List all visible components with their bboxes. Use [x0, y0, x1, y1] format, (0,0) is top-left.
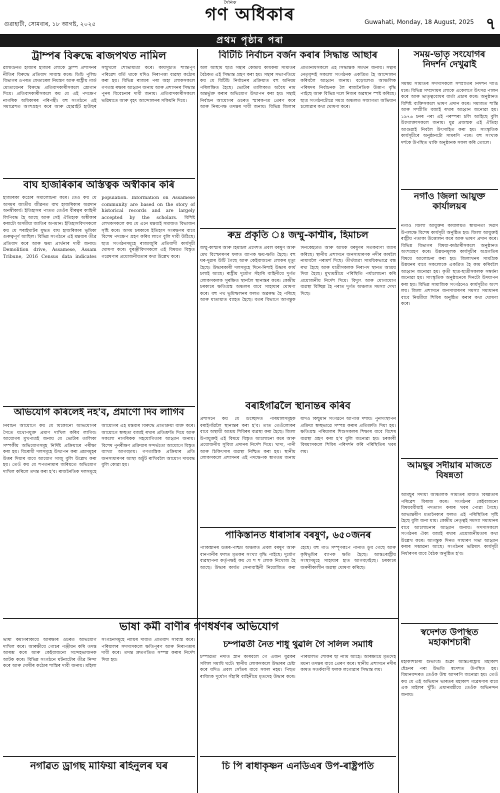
headline-nagaon: নগাঁও জিলা আয়ুক্ত কাৰ্যালয়ৰ — [413, 192, 486, 213]
headline-borhai: বৰাইগাঁৱলৈ স্থানান্তৰ কৰিব — [245, 401, 351, 412]
article-kostho: জম্মু-কাশ্মীৰ আৰু হিমাচল প্ৰদেশত প্ৰবল বৰষুণ আৰু মেঘ বিস্ফোৰণৰ ফলত ব্যাপক ক্ষয়-ক্ষতি হৈছে। বহু ঘৰ-দুৱাৰ উটি গৈছে আৰু কেইবাজনো লোকৰ মৃত্যু হৈছে। উদ্ধাৰকাৰী দলসমূহে দিনে-নিশাই উদ্ধাৰ কাৰ্য চলাই আছে। ৰাষ্ট্ৰীয় দুৰ্যোগ সঁহাৰি বাহিনীয়ে দুৰ্গত লোকসকলক সুৰক্ষিত স্থানলৈ স্থানান্তৰ কৰে। কেন্দ্ৰীয় চৰকাৰে ক্ষতিগ্ৰস্ত অঞ্চলৰ বাবে সাহায্যৰ ঘোষণা কৰে। বহু পথ ভূমিস্খলনৰ ফলত অৱৰুদ্ধ হৈ পৰিছে আৰু যাতায়াত ব্যাহত হৈছে। বতৰ বিভাগে আগন্তুক দিনকেইটাত আৰু অধিক বৰষুণৰ সতৰ্কবাণী জাৰি কৰিছে। স্থানীয় প্ৰশাসনে জনসাধাৰণক নদীৰ কাষলৈ নাযাবলৈ পৰামৰ্শ দিছে। তীৰ্থযাত্ৰা সাময়িকভাৱে বন্ধ ৰখা হৈছে আৰু যাত্ৰীসকলক নিৰাপদ স্থানত আশ্ৰয় দিয়া হৈছে। মুখ্যমন্ত্ৰীয়ে পৰিস্থিতি পৰ্যালোচনা কৰি প্ৰয়োজনীয় নিৰ্দেশ দিয়ে। বিদ্যুৎ আৰু যোগাযোগ ব্যৱস্থা বিচ্ছিন্ন হৈ পৰাত দুৰ্গত অঞ্চলত সমস্যা দেখা দিছে। — [200, 246, 396, 304]
article-tiger: হাজৰিকা কঠোৰ সমালোচনা কৰে। তেওঁ কয় যে অসমৰ জাতীয় জীৱনত বাঘ হাজৰিকাৰ অৱদান অনস্বীকাৰ্য। ইতিহাসৰ পাতত তেওঁৰ বীৰত্বৰ কাহিনী লিপিবদ্ধ হৈ আছে আৰু সেই ঐতিহ্যক অস্বীকাৰ কৰাটো অসমীয়া জাতিৰ অপমান। ইতিহাসবিদসকলে কয় যে শৰাইঘাটৰ যুদ্ধত বাঘ হাজৰিকাৰ ভূমিকা গুৰুত্বপূৰ্ণ আছিল। বিভিন্ন সংগঠনে এই মন্তব্যৰ তীব্ৰ প্ৰতিবাদ কৰে আৰু ক্ষমা প্ৰাৰ্থনাৰ দাবী জনায়। Demolition drive, Assamese, Assam Tribune, 2016 Census data indicates population. Information on Assamese community are based on the story of historical records and are largely accepted by the scholars. বিশিষ্ট লেখকসকলে কয় যে এনে মন্তব্যই সমাজত বিভাজন সৃষ্টি কৰে। অসম চৰকাৰে ইতিহাস সংৰক্ষণৰ বাবে বিশেষ পদক্ষেপ গ্ৰহণ কৰিব লাগে বুলি দাবী উঠিছে। ছাত্ৰ সংগঠনসমূহে ৰাজ্যজুৰি প্ৰতিবাদী কাৰ্যসূচী ঘোষণা কৰে। বুৰঞ্জীবিদসকলে এই বিষয়ত বিস্তৃত গৱেষণাৰ প্ৰয়োজনীয়তাৰ কথা উল্লেখ কৰে। — [3, 196, 195, 260]
section-banner: প্ৰথম পৃষ্ঠাৰ পৰা — [0, 35, 500, 47]
masthead-kicker: দৈনিক — [223, 0, 237, 6]
article-swadesh: মহাকাশচাৰী শুভাংশু শুক্লা আন্তঃৰাষ্ট্ৰীয় মহাকাশ ষ্টেচনৰ পৰা উভতি স্বদেশত উপস্থিত হয়। বিমানবন্দৰত তেওঁক উষ্ম আদৰণি জনোৱা হয়। তেওঁ কয় যে এই অভিযান ভাৰতৰ মহাকাশ গৱেষণাৰ বাবে এক মাইলৰ খুঁটি। প্ৰধানমন্ত্ৰীয়ে তেওঁক অভিনন্দন জনায়। — [401, 660, 498, 698]
divider — [200, 228, 396, 229]
date-english: Guwahati, Monday, 18 August, 2025 — [364, 19, 474, 26]
divider — [401, 623, 498, 624]
article-vasha: ভাষা কৰ্মীগৰাকীয়ে আৰক্ষীৰ ওচৰত অভিযোগ দাখিল কৰে। আৰক্ষীয়ে গোচৰ পঞ্জীয়ন কৰি তদন্ত আৰম্ভ কৰে আৰু কেইবাজনো সন্দেহভাজনক আটক কৰে। বিভিন্ন সংগঠনে ঘটনাটোৰ তীব্ৰ নিন্দা কৰে আৰু দোষীৰ কঠোৰ শাস্তিৰ দাবী জনায়। মহিলা সংগঠনসমূহে ন্যায়ৰ দাবীত প্ৰতিবাদ সাব্যস্ত কৰে। পৰিয়ালৰ সদস্যসকলে ক্ষতিপূৰণ আৰু নিৰাপত্তাৰ দাবী কৰে। তদন্ত দ্ৰুতগতিত সম্পন্ন কৰাৰ নিৰ্দেশ দিয়া হয়। — [3, 638, 195, 670]
headline-trump: ট্ৰাম্পৰ বিৰুদ্ধে ৰাজপথত নামিল — [31, 50, 167, 62]
divider — [3, 618, 398, 619]
headline-amsu: আমছুৰ সদীয়াৰ মাজতে বিষন্নতা — [407, 461, 492, 482]
page-number: ৭ — [485, 14, 496, 33]
article-trump: ৱাশ্বিংটনত হাজাৰ হাজাৰ লোকে ট্ৰাম্প প্ৰশাসনৰ নীতিৰ বিৰুদ্ধে প্ৰতিবাদ সাব্যস্ত কৰে। ডিচি পুলিচ বিভাগৰ ওপৰত ফেডাৰেল নিয়ন্ত্ৰণ আৰু ৰাষ্ট্ৰীয় গাৰ্ড মোতায়েনৰ বিৰুদ্ধে প্ৰতিবাদকাৰীসকলে শ্লোগান দিয়ে। প্ৰতিবাদকাৰীসকলে কয় যে এই পদক্ষেপ নাগৰিক অধিকাৰৰ পৰিপন্থী। বহু সংগঠনে এই সমাৱেশত অংশগ্ৰহণ কৰে আৰু হোৱাইট হাউছৰ সন্মুখলৈ শোভাযাত্ৰা কৰে। কাৰ্যসূচীত শান্তিপূৰ্ণ পৰিৱেশ বৰ্তি থাকে যদিও নিৰাপত্তা ব্যৱস্থা কঠোৰ কৰা হয়। বিভিন্ন ৰাজ্যৰ পৰা অহা লোকসকলে গণতন্ত্ৰ ৰক্ষাৰ আহ্বান জনায় আৰু প্ৰশাসনৰ সিদ্ধান্ত পুনৰ বিবেচনাৰ দাবী জনায়। প্ৰতিবাদকাৰীসকলে ভৱিষ্যতে আৰু বৃহৎ আন্দোলনৰ সকিয়নি দিয়ে। — [3, 66, 195, 111]
headline-swadesh: স্বদেশত উপস্থিত মহাকাশচাৰী — [420, 628, 479, 649]
divider — [3, 406, 195, 407]
headline-tiger: বাঘ হাজৰিকাৰ অস্তিত্বক অস্বীকাৰ কৰি — [23, 180, 175, 191]
masthead — [0, 0, 500, 35]
divider — [401, 189, 498, 190]
headline-drug: নগাঁৱত ড্ৰাগছ মাফিয়া ৰহিনুলৰ ঘৰ — [30, 761, 168, 772]
date-assamese: গুৱাহাটী, সোমবাৰ, ১৮ আগষ্ট, ২০২৫ — [4, 21, 96, 28]
divider — [3, 756, 195, 757]
headline-pakistan: পাকিস্তানত ধাৰাসাৰ বৰষুণ, ৬৫০জনৰ — [224, 530, 372, 541]
headline-vasha: ভাষা কৰ্মী বাণীৰ গণধৰ্ষণৰ অভিযোগ — [119, 621, 279, 633]
divider — [3, 178, 195, 179]
column-rule — [197, 49, 198, 793]
article-bitithi: অল আছাম ছাত্ৰ সন্থাৰ কেন্দ্ৰীয় কাৰ্যকৰী সমিতিৰ বৈঠকত এই সিদ্ধান্ত গ্ৰহণ কৰা হয়। সন্থাৰ সভাপতিয়ে কয় যে বিটিচি নিৰ্বাচনৰ প্ৰক্ৰিয়াত বহু অনিয়ম পৰিলক্ষিত হৈছে। ভোটাৰ তালিকাত অবৈধ নাম অন্তৰ্ভুক্ত কৰাৰ অভিযোগ উত্থাপন কৰা হয়। সন্থাই নিৰ্বাচন আয়োগৰ ওচৰত স্মাৰকপত্ৰ প্ৰেৰণ কৰে আৰু নিৰপেক্ষ তদন্তৰ দাবী জনায়। বিভিন্ন জিলাৰ প্ৰতিনিধিসকলে এই সিদ্ধান্তক সমৰ্থন জনায়। সন্থাৰ নেতৃবৃন্দই সকলো সংগঠনক একত্ৰিত হৈ আন্দোলন কৰিবলৈ আহ্বান জনায়। বড়োলেণ্ড আঞ্চলিক পৰিষদৰ নিৰ্বাচনক লৈ ৰাজনৈতিক উত্তাপ বৃদ্ধি পাইছে আৰু বিভিন্ন দলে নিজৰ অৱস্থান স্পষ্ট কৰিছে। ছাত্ৰ সংগঠনটোৱে সমগ্ৰ অঞ্চলত সজাগতা অভিযান চলোৱাৰ কথা ঘোষণা কৰে। — [200, 66, 396, 111]
column-rule — [398, 49, 399, 793]
headline-ovijog: অভিযোগ কৰিলেই নহ'ব, প্ৰমাণো দিব লাগিব — [13, 408, 185, 418]
divider — [401, 458, 498, 459]
article-ovijog: নিৰ্বাচন আয়োগে কয় যে যিকোনো অভিযোগৰ সৈতে যথোপযুক্ত প্ৰমাণ দাখিল কৰিব লাগিব। আয়োগৰ মুখপাত্ৰই জনায় যে ভোটাৰ তালিকা সম্পৰ্কীয় অভিযোগসমূহ নিৰ্দিষ্ট প্ৰক্ৰিয়াৰে পৰীক্ষা কৰা হয়। বিৰোধী দলসমূহে উত্থাপন কৰা প্ৰশ্নসমূহৰ উত্তৰ দিয়াৰ বাবে আয়োগ সাজু বুলি উল্লেখ কৰা হয়। তেওঁ কয় যে শপতনামাৰ জৰিয়তে অভিযোগ দাখিল কৰিলে তদন্ত কৰা হ'ব। ৰাজনৈতিক দলসমূহে আয়োগৰ এই মন্তব্যৰ বিৰুদ্ধে প্ৰতিক্ৰিয়া ব্যক্ত কৰে। আয়োগে স্বচ্ছতা বজাই ৰখাৰ প্ৰতিশ্ৰুতি দিয়ে আৰু সকলো নাগৰিকক সহযোগিতাৰ আহ্বান জনায়। বিশেষ পুনৰীক্ষণ প্ৰক্ৰিয়াৰ সন্দৰ্ভতো আয়োগে বিস্তৃত ব্যাখ্যা আগবঢ়ায়। গণতান্ত্ৰিক প্ৰক্ৰিয়াৰ প্ৰতি জনসাধাৰণৰ আস্থা অটুট ৰাখিবলৈ আয়োগ দায়বদ্ধ বুলি কোৱা হয়। — [3, 424, 195, 475]
divider — [200, 527, 396, 528]
newspaper-title: গণ অধিকাৰ — [205, 5, 295, 25]
article-somoy: সমন্বয় সমিতিৰ সদস্যসকলে সম্প্ৰীতিৰ নিদৰ্শন দাঙি ধৰে। বিভিন্ন সম্প্ৰদায়ৰ লোকে একেলগে উৎসৱ পালন কৰে আৰু ভাতৃত্ববোধৰ বাৰ্তা প্ৰচাৰ কৰে। অনুষ্ঠানত বিশিষ্ট ব্যক্তিসকলে ভাষণ প্ৰদান কৰে। সমাজত শান্তি আৰু সম্প্ৰীতি বজাই ৰখাৰ আহ্বান জনোৱা হয়। ১৯৭৬ চনৰ পৰা এই পৰম্পৰা চলি আহিছে বুলি উদ্যোক্তাসকলে জনায়। যুৱ প্ৰজন্মক এই ঐতিহ্য আগুৱাই নিবলৈ উৎসাহিত কৰা হয়। সাংস্কৃতিক কাৰ্যসূচীৰে অনুষ্ঠানটো সামৰণি পৰে। বহু সংখ্যক দৰ্শকে উপস্থিত থাকি অনুষ্ঠানক সফল কৰি তোলে। — [401, 82, 498, 146]
headline-kostho: ৰুদ্ৰ প্ৰকৃতি ঃ জম্মু-কাশ্মীৰ, হিমাচল — [227, 230, 369, 241]
article-nagaon: নগাঁও জিলা আয়ুক্তৰ কাৰ্যালয়ত স্বাধীনতা দিৱস উপলক্ষে বিশেষ কাৰ্যসূচী অনুষ্ঠিত হয়। জিলা আয়ুক্তই ৰাষ্ট্ৰীয় পতাকা উত্তোলন কৰে আৰু ভাষণ প্ৰদান কৰে। বিভিন্ন বিভাগৰ বিষয়া-কৰ্মচাৰীসকলে অনুষ্ঠানত অংশগ্ৰহণ কৰে। উন্নয়নমূলক কাৰ্যসূচীৰ অগ্ৰগতিৰ বিষয়ে আলোচনা কৰা হয়। জিলাখনৰ সামগ্ৰিক উন্নয়নৰ বাবে সকলোকে একত্ৰিত হৈ কাম কৰিবলৈ আহ্বান জনোৱা হয়। কৃতী ছাত্ৰ-ছাত্ৰীসকলক সম্বৰ্ধনা জনোৱা হয়। সাংস্কৃতিক অনুষ্ঠানেৰে দিনটো উদযাপন কৰা হয়। বিভিন্ন সামাজিক সংগঠনেও কাৰ্যসূচীত অংশ লয়। জিলা প্ৰশাসনে জনসাধাৰণৰ সমস্যা সমাধানৰ বাবে নিয়মীয়া শিবিৰ অনুষ্ঠিত কৰাৰ কথা ঘোষণা কৰে। — [401, 224, 498, 308]
article-borhai: প্ৰশাসনে কয় যে উচ্ছেদিত পৰিয়ালসমূহক বৰাইগাঁৱলৈ স্থানান্তৰ কৰা হ'ব। তাত তেওঁলোকৰ বাবে অস্থায়ী আশ্ৰয় শিবিৰৰ ব্যৱস্থা কৰা হৈছে। জিলা উপায়ুক্তই এই বিষয়ে বিস্তৃত আলোচনা কৰে আৰু প্ৰয়োজনীয় সুবিধা প্ৰদানৰ নিৰ্দেশ দিয়ে। খাদ্য, পানী আৰু চিকিৎসাৰ ব্যৱস্থা নিশ্চিত কৰা হয়। স্থানীয় লোকসকলে প্ৰশাসনৰ এই পদক্ষেপক স্বাগতম জনায় যদিও কিছুমান সংগঠনে আপত্তি দৰ্শায়। পুনৰ্সংস্থাপন প্ৰক্ৰিয়া স্বচ্ছভাৱে সম্পন্ন কৰাৰ প্ৰতিশ্ৰুতি দিয়া হয়। ক্ষতিগ্ৰস্ত পৰিয়ালৰ শিশুসকলৰ শিক্ষাৰ বাবে বিশেষ ব্যৱস্থা গ্ৰহণ কৰা হ'ব বুলি জনোৱা হয়। চৰকাৰী বিষয়াসকলে শিবিৰ পৰিদৰ্শন কৰি পৰিস্থিতিৰ খবৰ লয়। — [200, 417, 396, 462]
article-pakistan: পাকিস্তানৰ উত্তৰ-পশ্চিম অঞ্চলত প্ৰবল বৰষুণ আৰু বানপানীৰ ফলত মৃতকৰ সংখ্যা বৃদ্ধি পাইছে। দুৰ্যোগ ব্যৱস্থাপনা কৰ্তৃপক্ষই কয় যে শ শ লোক নিখোজ হৈ আছে। উদ্ধাৰ কাৰ্যত সেনাবাহিনী নিয়োজিত কৰা হৈছে। বহু গাঁও সম্পূৰ্ণৰূপে পানীত ডুব গৈছে আৰু কৃষিভূমিৰ ব্যাপক ক্ষতি হৈছে। আন্তঃৰাষ্ট্ৰীয় সংস্থাসমূহে সাহায্যৰ হাত আগবঢ়াইছে। চৰকাৰে জৰুৰীকালীন অৱস্থা ঘোষণা কৰিছে। — [200, 546, 396, 571]
headline-champa: চম্পাৱতী নৈত শাধু থুৱলি গৈ সলিল সমাধি — [223, 640, 373, 650]
headline-somoy: সময়-ভাতৃ সংযোগৰ নিদৰ্শন দেখুৱাই — [413, 50, 486, 71]
headline-cp: চি পি ৰাধাকৃষ্ণন এনডিএৰ উপ-ৰাষ্ট্ৰপতি — [222, 761, 374, 772]
article-amsu: আমছুৰ সদীয়া আঞ্চলিক সমিতিৰ মাজত বিষন্নতাৰ পৰিৱেশ বিৰাজ কৰে। সংগঠনৰ কেইবাজনো বিষয়ববীয়াই পদত্যাগ কৰাৰ খবৰ পোৱা গৈছে। আভ্যন্তৰীণ মতানৈক্যৰ ফলত এই পৰিস্থিতিৰ সৃষ্টি হৈছে বুলি জনা যায়। কেন্দ্ৰীয় নেতৃত্বই সমস্যা সমাধানৰ বাবে আলোচনাৰ আহ্বান জনায়। সদস্যসকলে সংগঠনৰ ঐক্য বজাই ৰখাৰ প্ৰয়োজনীয়তাৰ কথা উল্লেখ কৰে। আগন্তুক দিনত সাধাৰণ সভা আহ্বান কৰাৰ সম্ভাৱনা আছে। সংগঠনৰ ভৱিষ্যৎ কাৰ্যসূচী নিৰ্ধাৰণৰ বাবে বৈঠক অনুষ্ঠিত হ'ব। — [401, 493, 498, 557]
divider — [200, 756, 396, 757]
article-champa: চম্পাৱতী নদীত স্নান কৰিবলৈ গৈ এজন যুৱকৰ সলিল সমাধি ঘটে। স্থানীয় লোকসকলে উদ্ধাৰৰ চেষ্টা কৰে যদিও প্ৰবল সোঁতৰ বাবে সফল নহয়। পিছত ৰাজ্যিক দুৰ্যোগ সঁহাৰি বাহিনীয়ে মৃতদেহ উদ্ধাৰ কৰে। পৰিয়ালত শোকৰ ছাঁ নামি আহে। আৰক্ষীয়ে মৃতদেহ ময়না তদন্তৰ বাবে প্ৰেৰণ কৰে। স্থানীয় প্ৰশাসনে নদীৰ কাষত সতৰ্কবাণী ফলক লগোৱাৰ সিদ্ধান্ত লয়। — [200, 655, 396, 680]
headline-bitithi: বিটিচি নিৰ্বাচন বৰ্জন কৰাৰ সিদ্ধান্ত আছাৰ — [218, 50, 378, 61]
